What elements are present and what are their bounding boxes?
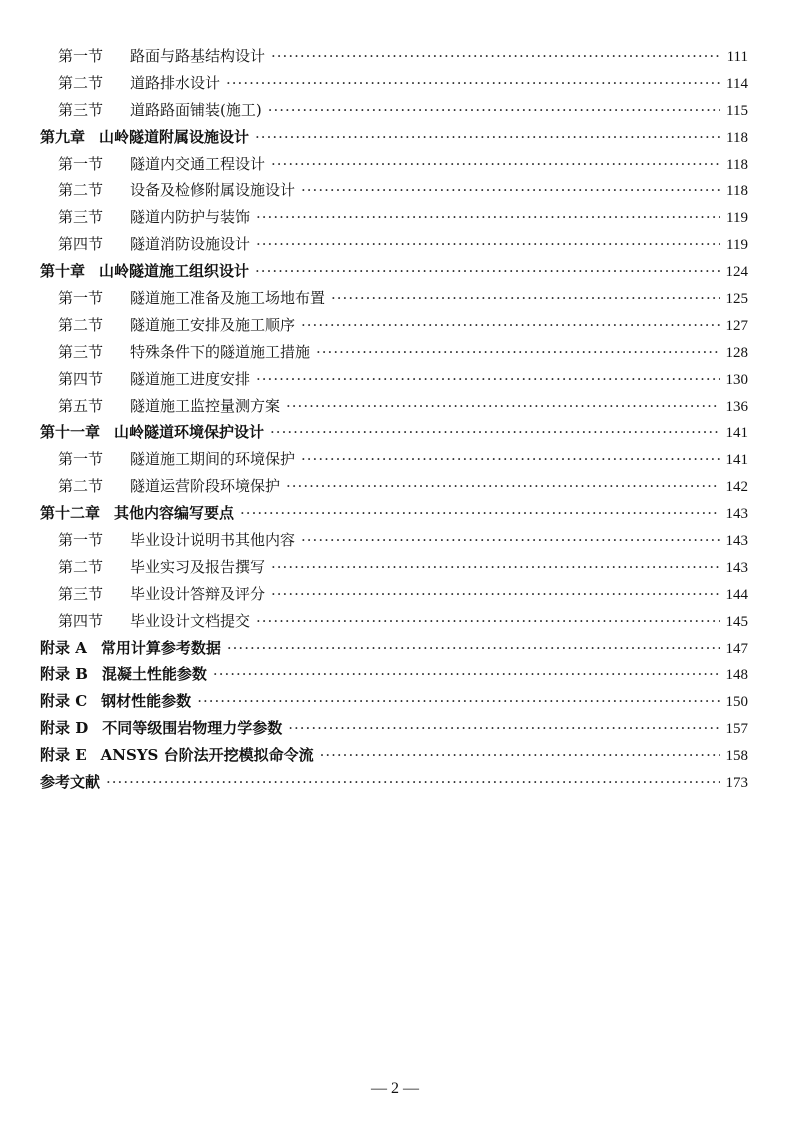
toc-entry-title: ANSYS 台阶法开挖模拟命令流	[100, 746, 314, 765]
toc-dot-leader	[301, 312, 719, 339]
toc-dot-leader	[226, 70, 720, 97]
toc-entry-number: 附录 B	[40, 665, 88, 684]
toc-entry-page: 130	[725, 371, 748, 388]
toc-dot-leader	[320, 742, 720, 769]
toc-entry-number: 附录 A	[40, 638, 87, 657]
toc-dot-leader	[271, 554, 719, 581]
toc-section-entry[interactable]	[40, 43, 748, 70]
toc-dot-leader	[301, 446, 719, 473]
toc-entry-number: 第二节	[58, 315, 104, 334]
toc-dot-leader	[301, 527, 719, 554]
toc-entry-page: 125	[725, 291, 748, 308]
toc-dot-leader	[316, 339, 719, 366]
toc-entry-number: 附录 C	[40, 692, 88, 711]
toc-entry-title: 隧道施工期间的环境保护	[130, 450, 296, 469]
toc-dot-leader	[255, 258, 719, 285]
toc-section-entry[interactable]	[40, 446, 748, 473]
toc-dot-leader	[256, 231, 720, 258]
toc-entry-page: 118	[726, 183, 748, 200]
toc-entry-page: 119	[726, 210, 748, 227]
toc-entry-page: 148	[725, 667, 748, 684]
toc-entry-number: 第三节	[58, 342, 104, 361]
toc-entry-number: 附录 D	[40, 719, 89, 738]
toc-entry-page: 145	[725, 613, 748, 630]
toc-chapter-entry[interactable]	[40, 419, 748, 446]
toc-entry-number: 第一节	[58, 289, 104, 308]
toc-dot-leader	[268, 97, 720, 124]
toc-entry-page: 158	[725, 748, 748, 765]
toc-chapter-entry[interactable]	[40, 769, 748, 796]
toc-dot-leader	[256, 608, 719, 635]
toc-entry-page: 143	[725, 506, 748, 523]
toc-entry-page: 144	[725, 586, 748, 603]
toc-section-entry[interactable]	[40, 339, 748, 366]
toc-dot-leader	[271, 151, 720, 178]
toc-entry-title: 隧道消防设施设计	[130, 235, 251, 254]
toc-dot-leader	[256, 204, 720, 231]
toc-entry-title: 钢材性能参数	[101, 692, 192, 711]
toc-entry-number: 第四节	[58, 369, 104, 388]
toc-section-entry[interactable]	[40, 97, 748, 124]
toc-entry-title: 不同等级围岩物理力学参数	[102, 719, 283, 738]
toc-entry-page: 127	[725, 317, 748, 334]
toc-dot-leader	[271, 581, 719, 608]
toc-dot-leader	[227, 635, 720, 662]
toc-entry-page: 143	[725, 559, 748, 576]
toc-entry-title: 隧道施工安排及施工顺序	[130, 315, 296, 334]
toc-entry-page: 124	[725, 264, 748, 281]
toc-entry-page: 157	[725, 721, 748, 738]
toc-entry-number: 第四节	[58, 235, 104, 254]
toc-entry-page: 115	[726, 102, 748, 119]
toc-entry-number: 第二节	[58, 477, 104, 496]
toc-dot-leader	[240, 500, 719, 527]
toc-entry-page: 143	[725, 533, 748, 550]
toc-dot-leader	[271, 43, 721, 70]
toc-section-entry[interactable]	[40, 151, 748, 178]
toc-entry-number: 第五节	[58, 396, 104, 415]
toc-dot-leader	[197, 688, 719, 715]
toc-entry-title: 混凝土性能参数	[101, 665, 207, 684]
toc-chapter-entry[interactable]	[40, 500, 748, 527]
toc-section-entry[interactable]	[40, 393, 748, 420]
toc-section-entry[interactable]	[40, 554, 748, 581]
toc-entry-title: 道路路面铺装(施工)	[130, 100, 262, 119]
toc-entry-title: 隧道内交通工程设计	[130, 154, 266, 173]
toc-section-entry[interactable]	[40, 581, 748, 608]
toc-entry-title: 毕业设计文档提交	[130, 611, 251, 630]
toc-entry-number: 附录 E	[40, 746, 87, 765]
toc-entry-page: 114	[726, 75, 748, 92]
toc-entry-title: 隧道运营阶段环境保护	[130, 477, 281, 496]
toc-section-entry[interactable]	[40, 473, 748, 500]
toc-entry-number: 第一节	[58, 47, 104, 65]
toc-entry-title: 山岭隧道施工组织设计	[99, 262, 250, 281]
toc-entry-number: 第二节	[58, 557, 104, 576]
toc-section-entry[interactable]	[40, 204, 748, 231]
toc-entry-page: 118	[726, 129, 748, 146]
toc-dot-leader	[286, 473, 719, 500]
table-of-contents	[40, 43, 748, 796]
toc-entry-title: 其他内容编写要点	[114, 504, 235, 523]
toc-chapter-entry[interactable]	[40, 688, 748, 715]
toc-entry-number: 第九章	[40, 127, 86, 146]
toc-entry-page: 150	[725, 694, 748, 711]
toc-entry-title: 路面与路基结构设计	[130, 47, 266, 65]
toc-dot-leader	[106, 769, 719, 796]
toc-section-entry[interactable]	[40, 285, 748, 312]
toc-entry-page: 142	[725, 479, 748, 496]
toc-entry-title: 道路排水设计	[130, 73, 221, 92]
toc-chapter-entry[interactable]	[40, 258, 748, 285]
toc-entry-title: 隧道施工准备及施工场地布置	[130, 289, 326, 308]
toc-section-entry[interactable]	[40, 366, 748, 393]
toc-entry-number: 第三节	[58, 584, 104, 603]
toc-entry-page: 141	[725, 452, 748, 469]
toc-chapter-entry[interactable]	[40, 635, 748, 662]
toc-dot-leader	[255, 124, 720, 151]
toc-dot-leader	[286, 393, 719, 420]
toc-chapter-entry[interactable]	[40, 742, 748, 769]
toc-entry-title: 参考文献	[40, 773, 101, 792]
toc-chapter-entry[interactable]	[40, 715, 748, 742]
toc-entry-page: 128	[725, 344, 748, 361]
toc-dot-leader	[331, 285, 719, 312]
toc-entry-number: 第一节	[58, 450, 104, 469]
toc-entry-page: 111	[726, 49, 748, 65]
toc-entry-page: 118	[726, 156, 748, 173]
toc-entry-title: 毕业实习及报告撰写	[130, 557, 266, 576]
toc-section-entry[interactable]	[40, 177, 748, 204]
toc-entry-title: 毕业设计答辩及评分	[130, 584, 266, 603]
toc-entry-page: 119	[726, 237, 748, 254]
toc-section-entry[interactable]	[40, 312, 748, 339]
toc-entry-number: 第一节	[58, 531, 104, 550]
toc-section-entry[interactable]	[40, 231, 748, 258]
toc-section-entry[interactable]	[40, 527, 748, 554]
toc-entry-title: 隧道施工监控量测方案	[130, 396, 281, 415]
toc-entry-title: 山岭隧道环境保护设计	[114, 423, 265, 442]
toc-dot-leader	[270, 419, 719, 446]
toc-entry-number: 第十二章	[40, 504, 101, 523]
toc-section-entry[interactable]	[40, 608, 748, 635]
page-number: — 2 —	[371, 1080, 419, 1097]
toc-entry-title: 设备及检修附属设施设计	[130, 181, 296, 200]
toc-entry-title: 常用计算参考数据	[100, 638, 221, 657]
toc-entry-number: 第一节	[58, 154, 104, 173]
toc-entry-number: 第二节	[58, 181, 104, 200]
toc-entry-number: 第十章	[40, 262, 86, 281]
toc-entry-page: 141	[725, 425, 748, 442]
toc-entry-number: 第三节	[58, 100, 104, 119]
toc-dot-leader	[256, 366, 719, 393]
toc-entry-title: 山岭隧道附属设施设计	[99, 127, 250, 146]
toc-dot-leader	[288, 715, 719, 742]
toc-section-entry[interactable]	[40, 70, 748, 97]
toc-entry-number: 第二节	[58, 73, 104, 92]
toc-entry-title: 毕业设计说明书其他内容	[130, 531, 296, 550]
toc-entry-title: 特殊条件下的隧道施工措施	[130, 342, 311, 361]
toc-entry-page: 136	[725, 398, 748, 415]
toc-entry-title: 隧道内防护与装饰	[130, 208, 251, 227]
toc-chapter-entry[interactable]	[40, 124, 748, 151]
toc-chapter-entry[interactable]	[40, 661, 748, 688]
toc-entry-page: 147	[725, 640, 748, 657]
toc-dot-leader	[301, 177, 720, 204]
toc-entry-title: 隧道施工进度安排	[130, 369, 251, 388]
toc-entry-number: 第四节	[58, 611, 104, 630]
toc-entry-number: 第三节	[58, 208, 104, 227]
toc-entry-page: 173	[725, 775, 748, 792]
toc-entry-number: 第十一章	[40, 423, 101, 442]
toc-dot-leader	[213, 661, 720, 688]
